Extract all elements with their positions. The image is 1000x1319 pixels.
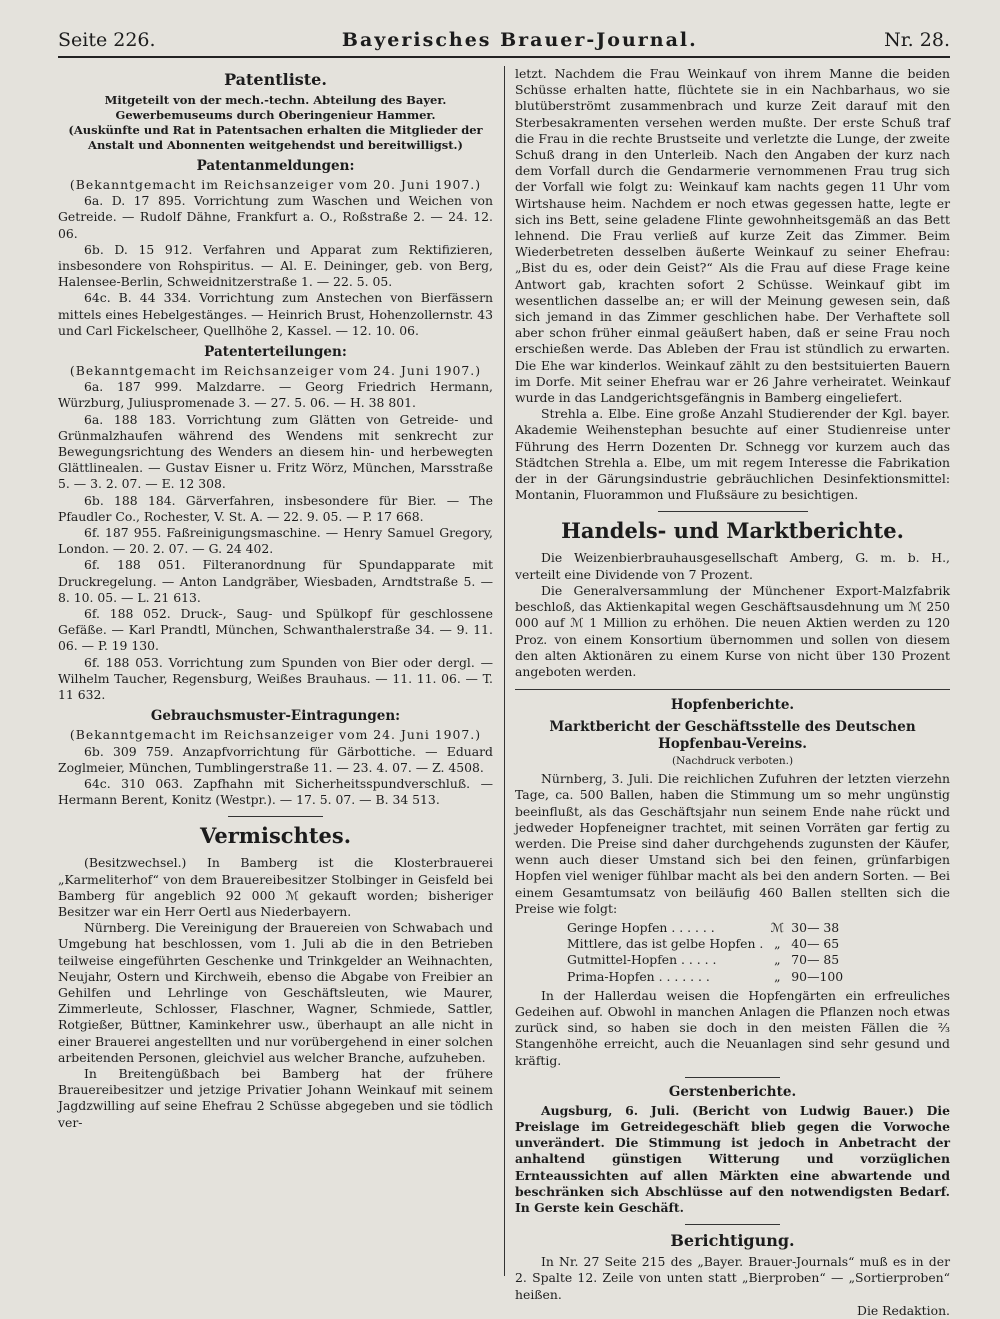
price-unit: ℳ <box>770 919 784 935</box>
erteilung-entry: 6f. 188 051. Filteranordnung für Spundapparate mit Druckregelung. — Anton Landgräber, Wiesbaden, Arndtstraße 5. — 8. 10. 05. — L. 21 613. <box>58 557 493 605</box>
vermischtes-heading: Vermischtes. <box>199 823 352 849</box>
section-separator <box>658 511 808 512</box>
hopfen-heading: Hopfenberichte. <box>670 697 795 714</box>
price-label: Prima-Hopfen . . . . . . . <box>567 968 710 984</box>
anmeldung-entry: 6b. D. 15 912. Verfahren und Apparat zum Rektifizieren, insbesondere von Rohspiritus. — Al. E. Deininger, geb. von Berg, Halensee-Berlin, Schweidnitzerstraße 1. — 22. 5. 05. <box>58 241 493 290</box>
erteilung-entry: 6a. 187 999. Malzdarre. — Georg Friedrich Hermann, Würzburg, Juliuspromenade 3. — 27. 5. 06. — H. 38 801. <box>58 379 493 411</box>
price-value: 30— 38 <box>791 919 840 935</box>
gersten-paragraph: Augsburg, 6. Juli. (Bericht von Ludwig Bauer.) Die Preislage im Getreidegeschäft blieb gegen die Vorwoche unverändert. Die Stimmung ist jedoch in Anbetracht der anhaltend günstigen Witterung und vorzüglichen Ernteaussichten auf allen Märkten eine abwartende und beschränken sich Abschlüsse auf den notwendigsten Bedarf. In Gerste kein Geschäft. <box>515 1102 950 1215</box>
gebrauchsmuster-heading: Gebrauchsmuster-Eintragungen: <box>150 708 401 725</box>
right-column <box>515 66 950 1318</box>
section-separator <box>685 1077 780 1078</box>
columns <box>58 66 950 1318</box>
price-unit: „ <box>774 936 781 952</box>
price-value: 70— 85 <box>791 952 840 968</box>
vermischtes-paragraph: Nürnberg. Die Vereinigung der Brauereien von Schwabach und Umgebung hat beschlossen, vom 1. Juli ab die in den Betrieben teilweise eingeführten Geschenke und Trinkgelder an Weihnachten, Neujahr, Ostern und Kirchweih, ebenso die Abgabe von Freibier an Gehilfen und Lehrlinge von Geschäftsleuten, wie Maurer, Zimmerleute, Schlosser, Flaschner, Wagner, Schmiede, Sattler, Rotgießer, Büttner, Kaminkehrer usw., überhaupt an alle nicht in einer Brauerei angestellten und nur vorübergehend in einer solchen arbeitenden Personen, gleichviel aus welcher Branche, aufzuheben. <box>58 920 493 1065</box>
erteilung-entry: 6f. 187 955. Faßreinigungsmaschine. — Henry Samuel Gregory, London. — 20. 2. 07. — G. 24 402. <box>58 525 493 557</box>
erteilungen-published: (Bekanntgemacht im Reichsanzeiger vom 24. Juni 1907.) <box>69 363 482 379</box>
erteilung-entry: 6a. 188 183. Vorrichtung zum Glätten von Getreide- und Grünmalzhaufen während des Wendens mit senkrecht zur Bewegungsrichtung des Wenders an diesem hin- und herbewegten Glättlinealen. — Gustav Eisner u. Fritz Wörz, München, Marsstraße 5. — 3. 2. 07. — E. 12 308. <box>58 411 493 492</box>
hallerdau-paragraph: In der Hallerdau weisen die Hopfengärten ein erfreuliches Gedeihen auf. Obwohl in manchen Anlagen die Pflanzen noch etwas zurück sind, so haben sie doch in den meisten Fällen die ⅔ Stangenhöhe erreicht, auch die Neuanlagen sind sehr gesund und kräftig. <box>515 987 950 1068</box>
handels-paragraph: Die Weizenbierbrauhausgesellschaft Amberg, G. m. b. H., verteilt eine Dividende von 7 Prozent. <box>515 550 950 582</box>
erteilungen-heading: Patenterteilungen: <box>204 344 347 361</box>
patentliste-heading: Patentliste. <box>224 70 327 89</box>
journal-title: Bayerisches Brauer-Journal. <box>341 29 698 51</box>
berichtigung-paragraph: In Nr. 27 Seite 215 des „Bayer. Brauer-Journals“ muß es in der 2. Spalte 12. Zeile von unten statt „Bierproben“ — „Sortierproben“ heißen. <box>515 1254 950 1302</box>
berichtigung-signature: Die Redaktion. <box>857 1302 950 1318</box>
page-header <box>58 28 950 58</box>
vermischtes-paragraph: In Breitengüßbach bei Bamberg hat der frühere Brauereibesitzer und jetzige Privatier Johann Weinkauf mit seinem Jagdzwilling auf seine Ehefrau 2 Schüsse abgegeben und sie tödlich ver- <box>58 1065 493 1130</box>
price-label: Gutmittel-Hopfen . . . . . <box>567 952 717 968</box>
weinkauf-continuation: letzt. Nachdem die Frau Weinkauf von ihrem Manne die beiden Schüsse erhalten hatte, flüchtete sie in ein Nachbarhaus, wo sie blutüberströmt zusammenbrach und kurze Zeit darauf mit den Sterbesakramenten versehen werden mußte. Der erste Schuß traf die Frau in die rechte Brustseite und verletzte die Lunge, der zweite Schuß drang in den Unterleib. Nach den Angaben der kurz nach dem Vorfall durch die Gendarmerie vernommenen Frau trug sich der Vorfall wie folgt zu: Weinkauf kam nachts gegen 11 Uhr vom Wirtshause heim. Nachdem er noch etwas gegessen hatte, legte er sich ins Bett, seine geladene Flinte gewohnheitsgemäß an das Bett lehnend. Die Frau verließ auf kurze Zeit das Zimmer. Beim Wiederbetreten desselben äußerte Weinkauf zu seiner Ehefrau: „Bist du es, oder dein Geist?“ Als die Frau auf diese Frage keine Antwort gab, krachten sofort 2 Schüsse. Weinkauf gibt im wesentlichen dasselbe an; er will der Meinung gewesen sein, daß sich jemand in das Zimmer geschlichen habe. Der Verhaftete soll aber schon früher einmal geäußert haben, daß er seine Frau noch erschießen werde. Das Ableben der Frau ist stündlich zu erwarten. Die Ehe war kinderlos. Weinkauf zählt zu den bestsituierten Bauern im Dorfe. Mit seiner Ehefrau war er 26 Jahre verheiratet. Weinkauf wurde in das Landgerichtsgefängnis in Bamberg eingeliefert. <box>515 66 950 406</box>
anmeldung-entry: 6a. D. 17 895. Vorrichtung zum Waschen und Weichen von Getreide. — Rudolf Dähne, Frankfurt a. O., Roßstraße 2. — 24. 12. 06. <box>58 193 493 241</box>
berichtigung-heading: Berichtigung. <box>670 1231 795 1251</box>
hop-price-table <box>567 920 887 985</box>
price-row <box>567 969 887 985</box>
handels-heading: Handels- und Marktberichte. <box>561 518 904 544</box>
price-label: Geringe Hopfen . . . . . . <box>567 919 715 935</box>
section-separator <box>228 816 323 817</box>
hopfen-subtitle: Marktbericht der Geschäftsstelle des Deutschen Hopfenbau-Vereins. <box>549 719 916 753</box>
price-unit: „ <box>774 952 781 968</box>
issue-number: Nr. 28. <box>884 29 950 51</box>
price-row <box>567 952 887 968</box>
page-number: Seite 226. <box>58 29 156 51</box>
gersten-heading: Gerstenberichte. <box>668 1083 797 1100</box>
handels-paragraph: Die Generalversammlung der Münchener Export-Malzfabrik beschloß, das Aktienkapital wegen Geschäftsausdehnung um ℳ 250 000 auf ℳ 1 Million zu erhöhen. Die neuen Aktien werden zu 120 Proz. von einem Konsortium übernommen und sollen von diesem den alten Aktionären zu einem Kurse von nicht über 130 Prozent angeboten werden. <box>515 582 950 679</box>
hopfen-note: (Nachdruck verboten.) <box>671 755 794 768</box>
gebrauchsmuster-published: (Bekanntgemacht im Reichsanzeiger vom 24. Juni 1907.) <box>69 727 482 743</box>
gebrauchsmuster-entry: 6b. 309 759. Anzapfvorrichtung für Gärbottiche. — Eduard Zoglmeier, München, Tumblingerstraße 11. — 23. 4. 07. — Z. 4508. <box>58 743 493 775</box>
anmeldungen-heading: Patentanmeldungen: <box>196 158 355 174</box>
erteilung-entry: 6f. 188 052. Druck-, Saug- und Spülkopf für geschlossene Gefäße. — Karl Prandtl, München, Schwanthalerstraße 34. — 9. 11. 06. — P. 19 130. <box>58 606 493 654</box>
patentliste-intro: Mitgeteilt von der mech.-techn. Abteilung des Bayer. Gewerbemuseums durch Oberingenieur Hammer. <box>104 93 447 122</box>
column-divider <box>504 66 505 1276</box>
left-column <box>58 66 493 1276</box>
anmeldung-entry: 64c. B. 44 334. Vorrichtung zum Anstechen von Bierfässern mittels eines Hebelgestänges. — Heinrich Brust, Hohenzollernstr. 43 und Carl Fickelscheer, Quellhöhe 2, Kassel. — 12. 10. 06. <box>58 290 493 338</box>
erteilung-entry: 6f. 188 053. Vorrichtung zum Spunden von Bier oder dergl. — Wilhelm Taucher, Regensburg, Weißes Brauhaus. — 11. 11. 06. — T. 11 632. <box>58 654 493 703</box>
price-value: 40— 65 <box>791 936 840 952</box>
price-unit: „ <box>774 968 781 984</box>
strehla-paragraph: Strehla a. Elbe. Eine große Anzahl Studierender der Kgl. bayer. Akademie Weihenstephan besuchte auf einer Studienreise unter Führung des Herrn Dozenten Dr. Schnegg vor kurzem auch das Städtchen Strehla a. Elbe, um mit regem Interesse die Fabrikation der in der Gärungsindustrie gebräuchlichen Desinfektionsmittel: Montanin, Fluorammon und Flußsäure zu besichtigen. <box>515 406 950 503</box>
erteilung-entry: 6b. 188 184. Gärverfahren, insbesondere für Bier. — The Pfaudler Co., Rochester, V. St. A. — 22. 9. 05. — P. 17 668. <box>58 492 493 524</box>
price-row <box>567 920 887 936</box>
gebrauchsmuster-entry: 64c. 310 063. Zapfhahn mit Sicherheitsspundverschluß. — Hermann Berent, Konitz (Westpr.). — 17. 5. 07. — B. 34 513. <box>58 775 493 808</box>
section-separator <box>685 1224 780 1225</box>
patentliste-note: (Auskünfte und Rat in Patentsachen erhalten die Mitglieder der Anstalt und Abonnenten weitgehendst und bereitwilligst.) <box>68 123 483 152</box>
price-row <box>567 936 887 952</box>
anmeldungen-published: (Bekanntgemacht im Reichsanzeiger vom 20. Juni 1907.) <box>69 177 482 192</box>
price-value: 90—100 <box>791 968 844 984</box>
vermischtes-paragraph: (Besitzwechsel.) In Bamberg ist die Klosterbrauerei „Karmeliterhof“ von dem Brauereibesitzer Stolbinger in Geisfeld bei Bamberg für angeblich 92 000 ℳ gekauft worden; bisheriger Besitzer war ein Herr Oertl aus Niederbayern. <box>58 855 493 919</box>
hopfen-paragraph: Nürnberg, 3. Juli. Die reichlichen Zufuhren der letzten vierzehn Tage, ca. 500 Ballen, haben die Stimmung um so mehr ungünstig beeinflußt, als das Geschäftsjahr nun seinem Ende nahe rückt und jedweder Hopfeneigner trachtet, mit seinen Vorräten gar fertig zu werden. Die Preise sind daher durchgehends zugunsten der Käufer, wenn auch dieser Umstand sich bei den feinen, grünfarbigen Hopfen viel weniger fühlbar macht als bei den andern Sorten. — Bei einem Gesamtumsatz von beiläufig 460 Ballen stellten sich die Preise wie folgt: <box>515 771 950 916</box>
section-separator <box>515 689 950 690</box>
price-label: Mittlere, das ist gelbe Hopfen . <box>567 936 764 952</box>
